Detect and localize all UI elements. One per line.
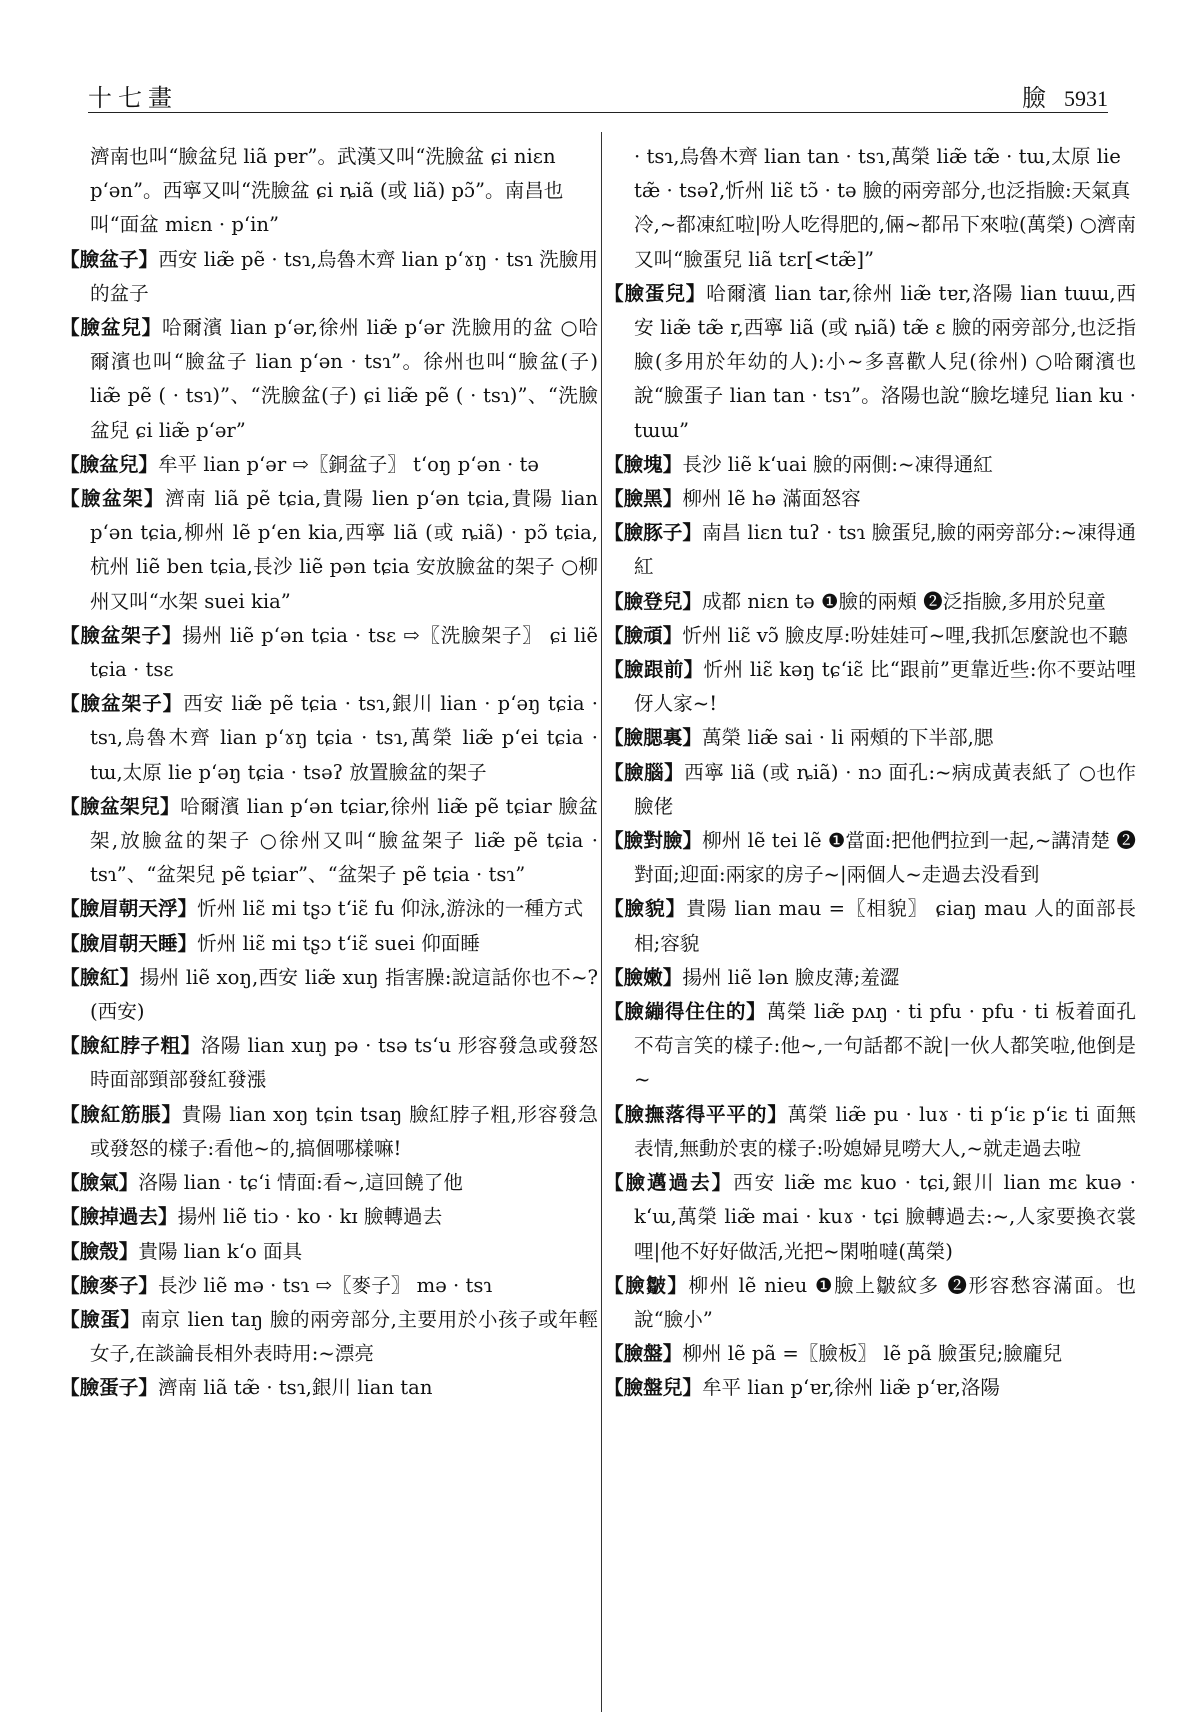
header-rule xyxy=(88,112,1108,113)
entry-text: 貴陽 lian mau =〖相貌〗 ɕiaŋ mau 人的面部長相;容貌 xyxy=(634,897,1136,955)
entry-text: 濟南也叫“臉盆兒 liã pɐr”。武漢又叫“洗臉盆 ɕi niɛn pʻən”。西寧又叫“洗臉盆 ɕi ȵiã (或 liã) pɔ̃”。南昌也叫“面盆 miɛn · pʻin” xyxy=(90,145,564,237)
entry-text: 萬榮 liæ̃ sai · li 兩頰的下半部,腮 xyxy=(701,726,994,750)
entry-headword: 【臉紅脖子粗】 xyxy=(60,1034,201,1058)
entry-headword: 【臉掉過去】 xyxy=(60,1205,178,1229)
dictionary-entry xyxy=(604,995,1136,1098)
entry-headword: 【臉盆子】 xyxy=(60,247,159,271)
entry-headword: 【臉邁過去】 xyxy=(604,1171,734,1195)
entry-text: 柳州 lẽ tei lẽ ❶當面:把他們拉到一起,~講清楚 ❷對面;迎面:兩家的房子~|兩個人~走過去没看到 xyxy=(634,829,1137,887)
header-right xyxy=(1022,78,1108,113)
entry-headword: 【臉貌】 xyxy=(604,897,687,921)
dictionary-entry xyxy=(60,961,598,1029)
entry-headword: 【臉紅筋脹】 xyxy=(60,1102,182,1126)
entry-text: 揚州 liẽ lən 臉皮薄;羞澀 xyxy=(682,965,900,989)
entry-text: 南京 lien taŋ 臉的兩旁部分,主要用於小孩子或年輕女子,在談論長相外表時用:~漂亮 xyxy=(90,1307,599,1366)
dictionary-entry xyxy=(60,1029,598,1097)
dictionary-entry xyxy=(60,1166,598,1200)
dictionary-entry xyxy=(60,311,598,448)
entry-text: 忻州 liɛ̃ mi tʂɔ tʻiɛ̃ suei 仰面睡 xyxy=(197,931,480,955)
entry-text: 柳州 lẽ hə 滿面怒容 xyxy=(682,487,861,511)
entry-text: 牟平 lian pʻər ⇨〖銅盆子〗 tʻoŋ pʻən · tə xyxy=(157,452,539,476)
dictionary-entry xyxy=(60,790,598,893)
entry-headword: 【臉撫落得平平的】 xyxy=(604,1102,788,1126)
entry-headword: 【臉皺】 xyxy=(604,1273,689,1297)
entry-headword: 【臉腦】 xyxy=(604,760,685,784)
dictionary-entry xyxy=(60,1269,598,1303)
dictionary-entry xyxy=(604,482,1136,516)
entry-headword: 【臉盆架子】 xyxy=(60,692,184,716)
dictionary-entry xyxy=(60,1200,598,1234)
entry-headword: 【臉腮裏】 xyxy=(604,726,702,750)
entry-text: 柳州 lẽ pã =〖臉板〗 lẽ pã 臉蛋兒;臉龐兒 xyxy=(682,1342,1063,1366)
entry-text: 西安 liæ̃ pẽ tɕia · tsɿ,銀川 lian · pʻəŋ tɕia · tsɿ,烏魯木齊 lian pʻɤŋ tɕia · tsɿ,萬榮 liæ̃ pʻei tɕia · tɯ,太原 lie pʻəŋ tɕia · tsəʔ 放置臉盆的架子 xyxy=(90,692,598,784)
entry-headword: 【臉盆架兒】 xyxy=(60,794,181,818)
entry-headword: 【臉眉朝天睡】 xyxy=(60,931,198,955)
entry-text: 貴陽 lian xoŋ tɕin tsaŋ 臉紅脖子粗,形容發急或發怒的樣子:看他~的,搞個哪樣嘛! xyxy=(90,1102,599,1160)
entry-text: 忻州 liɛ̃ vɔ̃ 臉皮厚:吩娃娃可~哩,我抓怎麼說也不聽 xyxy=(682,623,1128,647)
entry-continuation xyxy=(60,140,598,243)
dictionary-entry xyxy=(604,1269,1136,1337)
dictionary-entry xyxy=(604,1166,1136,1269)
entry-headword: 【臉氣】 xyxy=(60,1171,139,1195)
entry-text: 西安 liæ̃ mɛ kuo · tɕi,銀川 lian mɛ kuə · kʻɯ,萬榮 liæ̃ mai · kuɤ · tɕi 臉轉過去:~,人家要換衣裳哩|他不好好做活,光把~閑啪噠(萬榮) xyxy=(634,1171,1136,1263)
dictionary-entry xyxy=(60,619,598,687)
dictionary-entry xyxy=(604,824,1136,892)
dictionary-entry xyxy=(604,756,1136,824)
page-number: 5931 xyxy=(1064,86,1108,111)
dictionary-entry xyxy=(604,892,1136,960)
entry-text: 洛陽 lian · tɕʻi 情面:看~,這回饒了他 xyxy=(138,1171,463,1195)
dictionary-entry xyxy=(604,448,1136,482)
dictionary-entry xyxy=(604,585,1136,619)
dictionary-entry xyxy=(604,961,1136,995)
dictionary-entry xyxy=(60,1098,598,1166)
entry-text: 長沙 liẽ kʻuai 臉的兩側:~凍得通紅 xyxy=(682,452,993,476)
entry-headword: 【臉繃得住住的】 xyxy=(604,1000,767,1024)
dictionary-entry xyxy=(60,1303,598,1371)
entry-text: 成都 niɛn tə ❶臉的兩頰 ❷泛指臉,多用於兒童 xyxy=(701,589,1106,613)
entry-headword: 【臉盆兒】 xyxy=(60,452,158,476)
entry-headword: 【臉黑】 xyxy=(604,487,683,511)
entry-headword: 【臉蛋子】 xyxy=(60,1376,158,1400)
entry-text: 貴陽 lian kʻo 面具 xyxy=(138,1239,303,1263)
entry-headword: 【臉盆架子】 xyxy=(60,623,183,647)
entry-text: 哈爾濱 lian pʻər,徐州 liæ̃ pʻər 洗臉用的盆 ○哈爾濱也叫“臉盆子 lian pʻən · tsɿ”。徐州也叫“臉盆(子) liæ̃ pẽ ( · tsɿ)”、“洗臉盆(子) ɕi liæ̃ pẽ ( · tsɿ)”、“洗臉盆兒 ɕi liæ̃ pʻər” xyxy=(90,316,599,442)
entry-text: 西安 liæ̃ pẽ · tsɿ,烏魯木齊 lian pʻɤŋ · tsɿ 洗臉用的盆子 xyxy=(90,247,598,305)
dictionary-entry xyxy=(60,448,598,482)
entry-text: 哈爾濱 lian tar,徐州 liæ̃ tɐr,洛陽 lian tɯɯ,西安 liæ̃ tæ̃ r,西寧 liã (或 ȵiã) tæ̃ ɛ 臉的兩旁部分,也泛指臉(多用於年幼的人):小~多喜歡人兒(徐州) ○哈爾濱也說“臉蛋子 lian tan · tsɿ”。洛陽也說“臉圪墶兒 lian ku · tɯɯ” xyxy=(634,281,1136,442)
dictionary-entry xyxy=(604,516,1136,584)
entry-text: 忻州 liɛ̃ kəŋ tɕʻiɛ̃ 比“跟前”更靠近些:你不要站哩伢人家~! xyxy=(634,658,1136,716)
dictionary-entry xyxy=(604,1098,1136,1166)
entry-headword: 【臉眉朝天浮】 xyxy=(60,897,198,921)
entry-headword: 【臉頑】 xyxy=(604,623,683,647)
entry-headword: 【臉對臉】 xyxy=(604,829,703,853)
dictionary-entry xyxy=(604,721,1136,755)
entry-text: 揚州 liẽ pʻən tɕia · tsɛ ⇨〖洗臉架子〗 ɕi liẽ tɕia · tsɛ xyxy=(90,623,598,682)
dictionary-entry xyxy=(604,653,1136,721)
entry-text: 哈爾濱 lian pʻən tɕiar,徐州 liæ̃ pẽ tɕiar 臉盆架,放臉盆的架子 ○徐州又叫“臉盆架子 liæ̃ pẽ tɕia · tsɿ”、“盆架兒 pẽ tɕiar”、“盆架子 pẽ tɕia · tsɿ” xyxy=(90,794,599,887)
entry-headword: 【臉豚子】 xyxy=(604,521,702,545)
entry-headword: 【臉盆兒】 xyxy=(60,316,163,340)
entry-text: 萬榮 liæ̃ pu · luɤ · ti pʻiɛ pʻiɛ ti 面無表情,無動於衷的樣子:吩媳婦見嘮大人,~就走過去啦 xyxy=(634,1102,1136,1160)
entry-headword: 【臉殼】 xyxy=(60,1239,139,1263)
entry-text: 忻州 liɛ̃ mi tʂɔ tʻiɛ̃ fu 仰泳,游泳的一種方式 xyxy=(197,897,584,921)
entry-text: 萬榮 liæ̃ pʌŋ · ti pfu · pfu · ti 板着面孔不苟言笑的樣子:他~,一句話都不說|一伙人都笑啦,他倒是~ xyxy=(634,1000,1136,1092)
dictionary-entry xyxy=(604,619,1136,653)
entry-headword: 【臉紅】 xyxy=(60,965,140,989)
left-column xyxy=(60,140,598,1406)
entry-headword: 【臉麥子】 xyxy=(60,1273,158,1297)
dictionary-entry xyxy=(604,1371,1136,1405)
dictionary-entry xyxy=(60,243,598,311)
dictionary-entry xyxy=(604,277,1136,448)
entry-text: 揚州 liẽ xoŋ,西安 liæ̃ xuŋ 指害臊:說這話你也不~?(西安) xyxy=(90,965,598,1024)
entry-text: 洛陽 lian xuŋ pə · tsə tsʻu 形容發急或發怒時面部頸部發紅發漲 xyxy=(90,1034,599,1092)
dictionary-entry xyxy=(60,927,598,961)
entry-headword: 【臉蛋】 xyxy=(60,1307,141,1331)
right-column xyxy=(604,140,1136,1406)
entry-headword: 【臉盤】 xyxy=(604,1342,683,1366)
entry-text: 南昌 liɛn tuʔ · tsɿ 臉蛋兒,臉的兩旁部分:~凍得通紅 xyxy=(634,521,1136,579)
entry-headword: 【臉嫩】 xyxy=(604,965,683,989)
dictionary-entry xyxy=(604,1337,1136,1371)
column-divider xyxy=(601,132,602,1712)
entry-headword: 【臉盤兒】 xyxy=(604,1376,702,1400)
entry-text: 濟南 liã pẽ tɕia,貴陽 lien pʻən tɕia,貴陽 lian pʻən tɕia,柳州 lẽ pʻen kia,西寧 liã (或 ȵiã) · pɔ̃ tɕia,杭州 liẽ ben tɕia,長沙 liẽ pən tɕia 安放臉盆的架子 ○柳州又叫“水架 suei kia” xyxy=(90,487,598,613)
dictionary-entry xyxy=(60,1235,598,1269)
dictionary-entry xyxy=(60,482,598,619)
entry-text: 柳州 lẽ nieu ❶臉上皺紋多 ❷形容愁容滿面。也說“臉小” xyxy=(634,1273,1137,1331)
entry-continuation xyxy=(604,140,1136,277)
entry-headword: 【臉塊】 xyxy=(604,452,683,476)
dictionary-entry xyxy=(60,892,598,926)
entry-text: 揚州 liẽ tiɔ · ko · kɪ 臉轉過去 xyxy=(177,1205,443,1229)
entry-text: 牟平 lian pʻɐr,徐州 liæ̃ pʻɐr,洛陽 xyxy=(701,1376,1001,1400)
dictionary-entry xyxy=(60,1371,598,1405)
entry-text: 濟南 liã tæ̃ · tsɿ,銀川 lian tan xyxy=(157,1376,433,1400)
entry-text: 西寧 liã (或 ȵiã) · nɔ 面孔:~病成黃表紙了 ○也作臉佬 xyxy=(634,760,1137,818)
dictionary-entry xyxy=(60,687,598,790)
entry-headword: 【臉盆架】 xyxy=(60,487,165,511)
head-character: 臉 xyxy=(1022,84,1046,112)
entry-headword: 【臉登兒】 xyxy=(604,589,702,613)
entry-text: · tsɿ,烏魯木齊 lian tan · tsɿ,萬榮 liæ̃ tæ̃ · tɯ,太原 lie tæ̃ · tsəʔ,忻州 liɛ̃ tɔ̃ · tə 臉的兩旁部分,也泛指臉:天氣真冷,~都凍紅啦|吩人吃得肥的,倆~都吊下來啦(萬榮) ○濟南又叫“臉蛋兒 liã tɛr[<tæ̃]” xyxy=(634,145,1136,271)
entry-headword: 【臉蛋兒】 xyxy=(604,281,707,305)
section-label: 十七畫 xyxy=(88,84,178,112)
entry-text: 長沙 liẽ mə · tsɿ ⇨〖麥子〗 mə · tsɿ xyxy=(157,1273,493,1297)
entry-headword: 【臉跟前】 xyxy=(604,658,704,682)
